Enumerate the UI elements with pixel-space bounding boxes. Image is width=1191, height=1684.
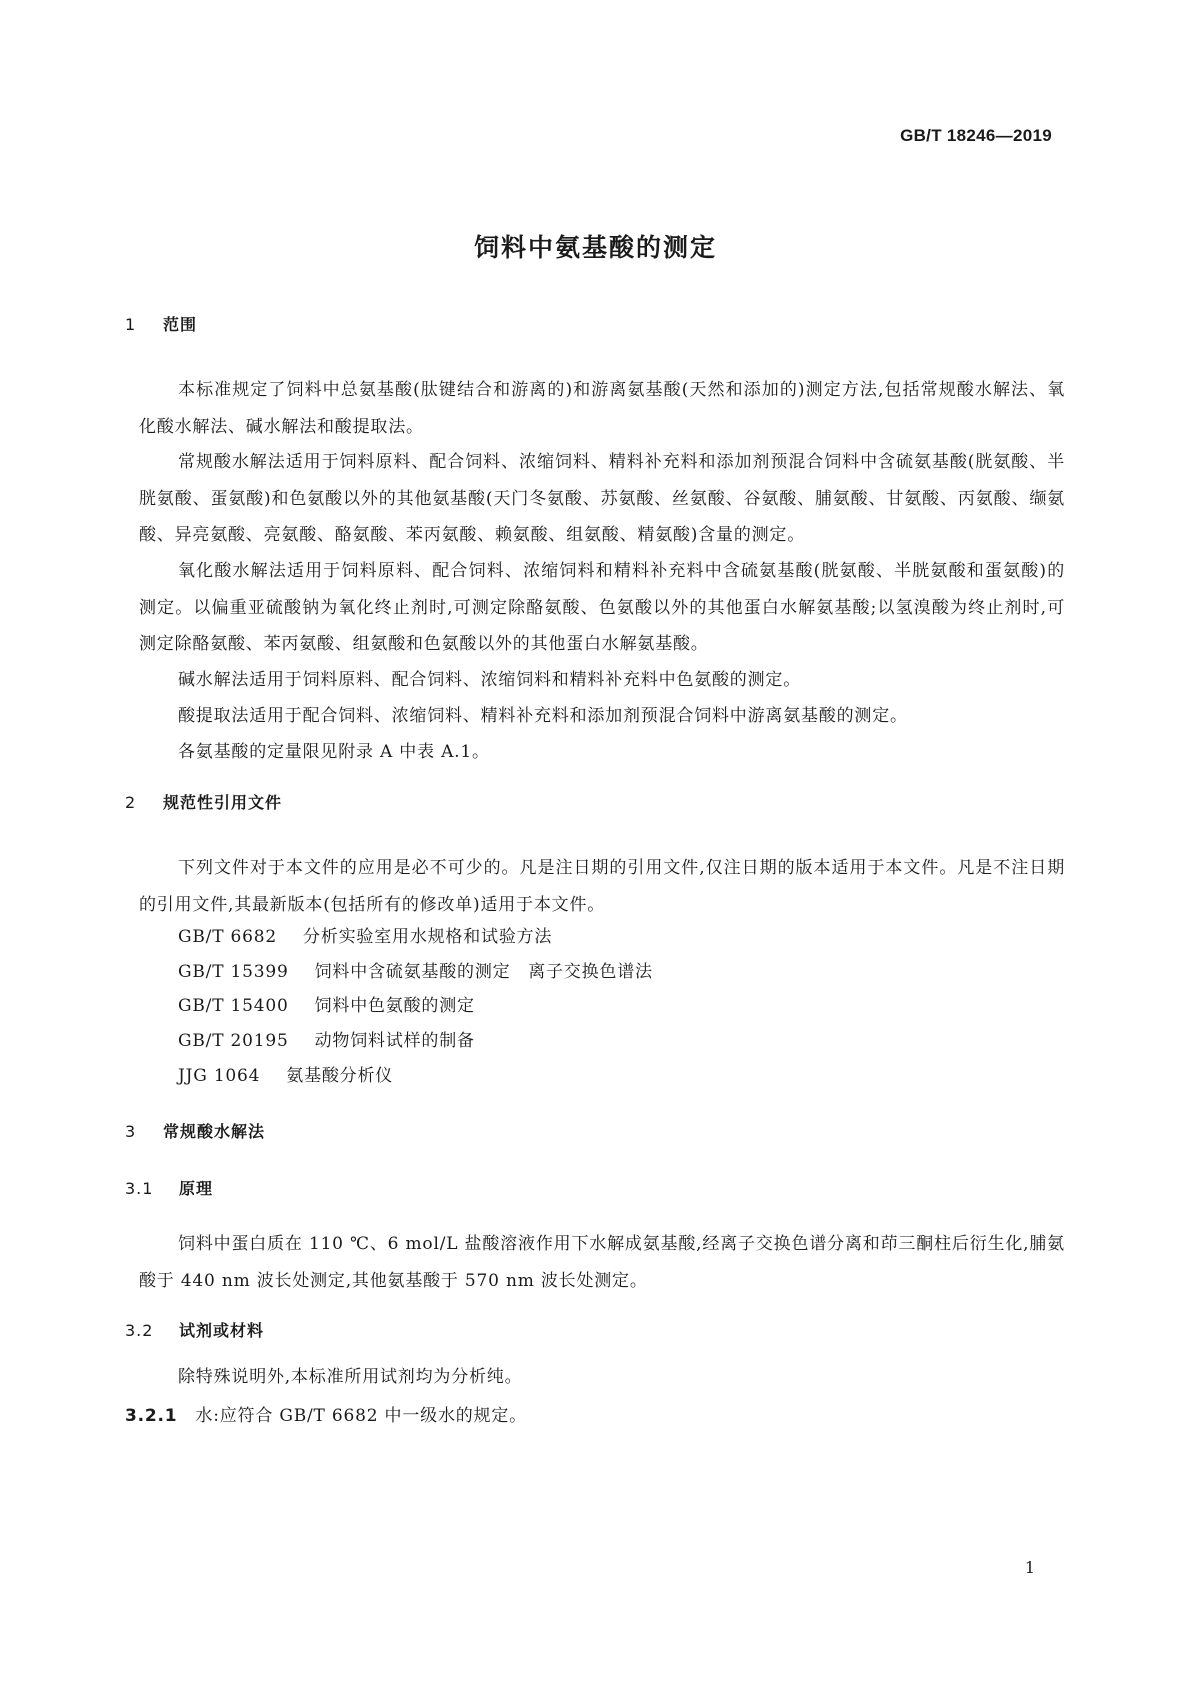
clause-3-2-1: [125, 1401, 527, 1426]
section-title: 常规酸水解法: [163, 1122, 266, 1141]
reference-item: [178, 1061, 393, 1086]
paragraph: 各氨基酸的定量限见附录 A 中表 A.1。: [178, 742, 490, 762]
clause-text: 水:应符合 GB/T 6682 中一级水的规定。: [195, 1406, 527, 1426]
paragraph: 酸提取法适用于配合饲料、浓缩饲料、精料补充料和添加剂预混合饲料中游离氨基酸的测定。: [178, 706, 908, 726]
paragraph: 本标准规定了饲料中总氨基酸(肽键结合和游离的)和游离氨基酸(天然和添加的)测定方法,包括常规酸水解法、氧化酸水解法、碱水解法和酸提取法。: [139, 380, 1065, 437]
document-title: 饲料中氨基酸的测定: [473, 233, 717, 262]
subsection-title: 原理: [179, 1179, 214, 1198]
reference-item: [178, 991, 475, 1016]
reference-code: GB/T 6682: [178, 927, 278, 947]
reference-code: GB/T 20195: [178, 1031, 289, 1051]
section-title: 规范性引用文件: [163, 793, 283, 812]
section-3-heading: [125, 1119, 265, 1142]
reference-item: [178, 1026, 475, 1051]
clause-number: 3.2.1: [125, 1406, 178, 1426]
subsection-title: 试剂或材料: [179, 1321, 265, 1340]
reference-name: 分析实验室用水规格和试验方法: [303, 927, 553, 947]
reference-item: [178, 957, 653, 982]
section-number: 2: [125, 793, 137, 812]
section-number: 3: [125, 1122, 137, 1141]
reference-name: 饲料中色氨酸的测定: [314, 996, 475, 1016]
subsection-number: 3.2: [125, 1321, 154, 1340]
paragraph: 碱水解法适用于饲料原料、配合饲料、浓缩饲料和精料补充料中色氨酸的测定。: [178, 670, 801, 690]
paragraph: 除特殊说明外,本标准所用试剂均为分析纯。: [178, 1367, 523, 1387]
paragraph: 常规酸水解法适用于饲料原料、配合饲料、浓缩饲料、精料补充料和添加剂预混合饲料中含硫氨基酸(胱氨酸、半胱氨酸、蛋氨酸)和色氨酸以外的其他氨基酸(天门冬氨酸、苏氨酸、丝氨酸、谷氨酸、脯氨酸、甘氨酸、丙氨酸、缬氨酸、异亮氨酸、亮氨酸、酪氨酸、苯丙氨酸、赖氨酸、组氨酸、精氨酸)含量的测定。: [139, 452, 1065, 545]
section-title: 范围: [163, 315, 198, 334]
reference-code: JJG 1064: [178, 1066, 261, 1086]
subsection-number: 3.1: [125, 1179, 154, 1198]
reference-name: 动物饲料试样的制备: [314, 1031, 475, 1051]
section-1-heading: [125, 312, 197, 335]
reference-name: 氨基酸分析仪: [286, 1066, 394, 1086]
paragraph: 饲料中蛋白质在 110 ℃、6 mol/L 盐酸溶液作用下水解成氨基酸,经离子交换色谱分离和茚三酮柱后衍生化,脯氨酸于 440 nm 波长处测定,其他氨基酸于 570 nm 波长处测定。: [139, 1234, 1065, 1291]
section-2-heading: [125, 790, 282, 813]
reference-item: [178, 922, 552, 947]
paragraph: 氧化酸水解法适用于饲料原料、配合饲料、浓缩饲料和精料补充料中含硫氨基酸(胱氨酸、半胱氨酸和蛋氨酸)的测定。以偏重亚硫酸钠为氧化终止剂时,可测定除酪氨酸、色氨酸以外的其他蛋白水解氨基酸;以氢溴酸为终止剂时,可测定除酪氨酸、苯丙氨酸、组氨酸和色氨酸以外的其他蛋白水解氨基酸。: [139, 561, 1065, 654]
standard-code: GB/T 18246—2019: [900, 126, 1052, 145]
paragraph: 下列文件对于本文件的应用是必不可少的。凡是注日期的引用文件,仅注日期的版本适用于本文件。凡是不注日期的引用文件,其最新版本(包括所有的修改单)适用于本文件。: [139, 858, 1065, 915]
page-number: 1: [1024, 1558, 1035, 1577]
reference-code: GB/T 15399: [178, 962, 289, 982]
subsection-3-2-heading: [125, 1318, 264, 1341]
subsection-3-1-heading: [125, 1176, 213, 1199]
reference-code: GB/T 15400: [178, 996, 289, 1016]
reference-name: 饲料中含硫氨基酸的测定 离子交换色谱法: [314, 962, 653, 982]
section-number: 1: [125, 315, 137, 334]
